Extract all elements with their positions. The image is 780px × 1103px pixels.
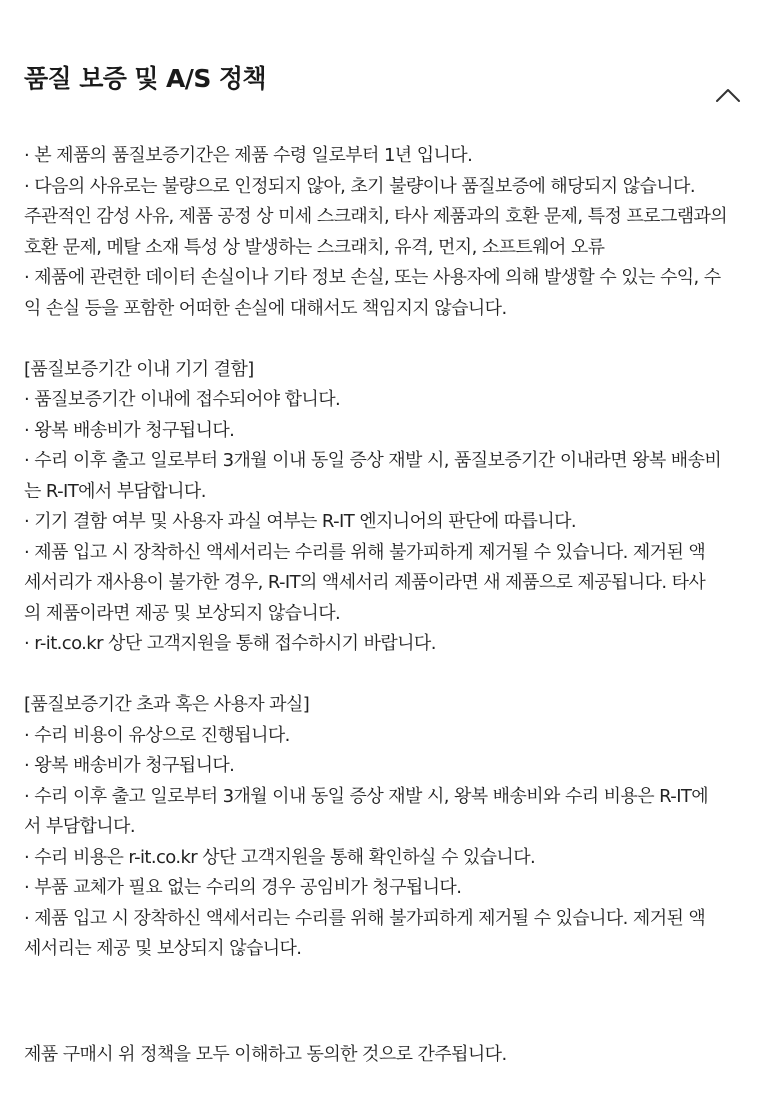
expired-line: · 수리 비용이 유상으로 진행됩니다. <box>24 724 290 746</box>
warranty-line: · 품질보증기간 이내에 접수되어야 합니다. <box>24 389 341 410</box>
intro-line: 호환 문제, 메탈 소재 특성 상 발생하는 스크래치, 유격, 먼지, 소프트웨어 오류 <box>24 236 605 258</box>
warranty-line: · r-it.co.kr 상단 고객지원을 통해 접수하시기 바랍니다. <box>24 633 436 654</box>
warranty-line: · 수리 이후 출고 일로부터 3개월 이내 동일 증상 재발 시, 품질보증기간 이내라면 왕복 배송비 <box>24 450 722 471</box>
intro-line: 주관적인 감성 사유, 제품 공정 상 미세 스크래치, 타사 제품과의 호환 문제, 특정 프로그램과의 <box>24 206 728 227</box>
spacer <box>24 660 764 691</box>
expired-section <box>24 690 764 965</box>
expired-line: · 수리 비용은 r-it.co.kr 상단 고객지원을 통해 확인하실 수 있습니다. <box>24 846 536 868</box>
intro-line: 익 손실 등을 포함한 어떠한 손실에 대해서도 책임지지 않습니다. <box>24 297 507 319</box>
policy-header <box>0 0 780 110</box>
intro-line: · 제품에 관련한 데이터 손실이나 기타 정보 손실, 또는 사용자에 의해 발생할 수 있는 수익, 수 <box>24 267 721 288</box>
expired-line: · 제품 입고 시 장착하신 액세서리는 수리를 위해 불가피하게 제거될 수 있습니다. 제거된 액 <box>24 907 706 929</box>
spacer <box>24 965 764 1040</box>
expired-line: · 부품 교체가 필요 없는 수리의 경우 공임비가 청구됩니다. <box>24 877 462 898</box>
page-title: 품질 보증 및 A/S 정책 <box>24 64 266 93</box>
warranty-section <box>24 355 764 660</box>
expired-line: · 수리 이후 출고 일로부터 3개월 이내 동일 증상 재발 시, 왕복 배송비와 수리 비용은 R-IT에 <box>24 785 709 807</box>
chevron-up-icon[interactable] <box>710 80 746 110</box>
expired-section-heading: [품질보증기간 초과 혹은 사용자 과실] <box>24 694 310 715</box>
warranty-section-heading: [품질보증기간 이내 기기 결함] <box>24 358 254 380</box>
intro-line: · 다음의 사유로는 불량으로 인정되지 않아, 초기 불량이나 품질보증에 해당되지 않습니다. <box>24 175 695 197</box>
warranty-line: · 제품 입고 시 장착하신 액세서리는 수리를 위해 불가피하게 제거될 수 있습니다. 제거된 액 <box>24 541 706 563</box>
expired-line: 서 부담합니다. <box>24 816 135 837</box>
intro-line: · 본 제품의 품질보증기간은 제품 수령 일로부터 1년 입니다. <box>24 145 473 166</box>
intro-block <box>24 141 764 324</box>
expired-line: 세서리는 제공 및 보상되지 않습니다. <box>24 938 302 959</box>
policy-content <box>24 141 764 1070</box>
expired-line: · 왕복 배송비가 청구됩니다. <box>24 755 235 776</box>
warranty-line: · 기기 결함 여부 및 사용자 과실 여부는 R-IT 엔지니어의 판단에 따릅니다. <box>24 511 577 532</box>
warranty-line: 의 제품이라면 제공 및 보상되지 않습니다. <box>24 602 341 624</box>
warranty-line: 는 R-IT에서 부담합니다. <box>24 480 206 502</box>
warranty-line: · 왕복 배송비가 청구됩니다. <box>24 419 235 441</box>
warranty-line: 세서리가 재사용이 불가한 경우, R-IT의 액세서리 제품이라면 새 제품으로 제공됩니다. 타사 <box>24 572 706 593</box>
footer-note: 제품 구매시 위 정책을 모두 이해하고 동의한 것으로 간주됩니다. <box>24 1043 507 1065</box>
spacer <box>24 324 764 355</box>
